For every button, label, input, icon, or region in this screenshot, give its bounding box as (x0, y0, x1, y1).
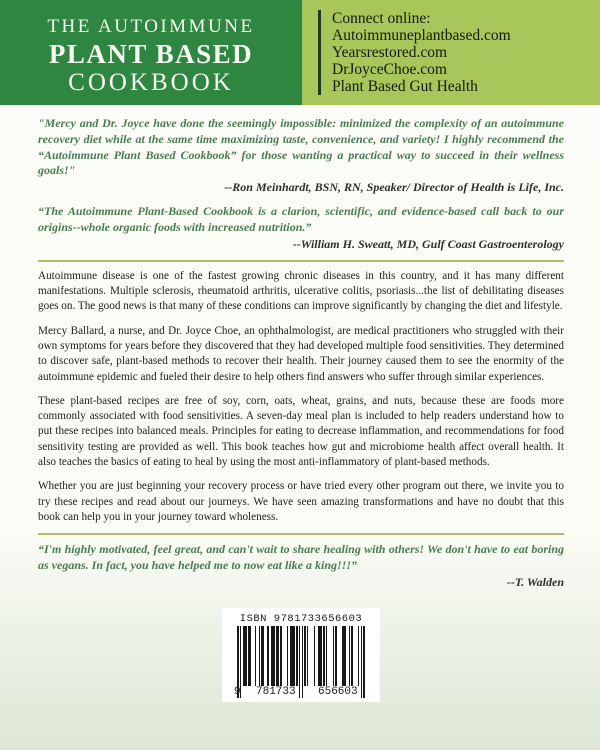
barcode-digits-left: 781733 (256, 685, 296, 698)
testimonial-attribution-3: --T. Walden (506, 574, 564, 589)
connect-website-3: DrJoyceChoe.com (332, 61, 447, 78)
testimonial-quote-1: "Mercy and Dr. Joyce have done the seemingly impossible: minimized the complexity of an autoimmune recovery diet while at the same time maximizing taste, convenience, and variety! I highly recommend the “Autoimmune Plant Based Cookbook” for those wanting a practical way to succeed in their wellness goals!" (38, 116, 564, 178)
separator-rule-bottom (38, 533, 564, 535)
barcode-digit-first: 9 (234, 685, 241, 698)
testimonial-quote-2: “The Autoimmune Plant-Based Cookbook is a clarion, scientific, and evidence-based call back to our origins--whole organic foods with increased nutrition.” (38, 204, 564, 234)
isbn-label: ISBN 9781733656603 (239, 612, 363, 625)
connect-heading: Connect online: (332, 10, 431, 27)
title-line-2: PLANT BASED (48, 38, 254, 69)
connect-website-1: Autoimmuneplantbased.com (332, 27, 511, 44)
barcode-digits-right: 656603 (318, 685, 358, 698)
back-cover-text (0, 105, 600, 702)
title-line-3: COOKBOOK (68, 69, 234, 97)
separator-rule-top (38, 260, 564, 262)
testimonial-attribution-2: --William H. Sweatt, MD, Gulf Coast Gastroenterology (292, 236, 564, 251)
body-paragraph-3: These plant-based recipes are free of soy, corn, oats, wheat, grains, and nuts, because these are foods more commonly associated with food sensitivities. A seven-day meal plan is included to help readers understand how to put these recipes into balanced meals. Principles for eating to decrease inflammation, and recommendations for food sensitivity testing are provided as well. This book teaches how gut and microbiome health affect overall health. It also teaches the basics of eating to heal by using the most anti-inflammatory of plant-based methods. (38, 394, 564, 469)
isbn-barcode (222, 608, 380, 702)
testimonial-quote-3: “I'm highly motivated, feel great, and can't wait to share healing with others! We don't have to eat boring as vegans. In fact, you have helped me to now eat like a king!!!” (38, 542, 564, 573)
connect-online-list (318, 10, 600, 95)
connect-website-2: Yearsrestored.com (332, 44, 448, 61)
connect-online-box (302, 0, 600, 105)
title-box (0, 0, 302, 105)
title-line-1: THE AUTOIMMUNE (47, 16, 255, 37)
body-paragraph-4: Whether you are just beginning your recovery process or have tried every other program out there, we invite you to try these recipes and read about our journeys. We have seen amazing transformations and have no doubt that this book can help you in your journey toward wholeness. (38, 480, 564, 523)
barcode-area (38, 608, 564, 702)
body-paragraph-2: Mercy Ballard, a nurse, and Dr. Joyce Choe, an ophthalmologist, are medical practitioners who struggled with their own symptoms for years before they discovered that they had developed multiple food sensitivities. They determined to discover safe, plant-based methods to recover their health. Their journey caused them to see the enormity of the autoimmune epidemic and fueled their desire to help others find answers who suffer through similar experiences. (38, 324, 564, 383)
body-paragraph-1: Autoimmune disease is one of the fastest growing chronic diseases in this country, and it has many different manifestations. Multiple sclerosis, rheumatoid arthritis, ulcerative colitis, psoriasis...the list of debilitating diseases goes on. The good news is that many of these conditions can improve significantly by changing the diet and lifestyle. (38, 269, 564, 313)
header-band (0, 0, 600, 105)
testimonial-attribution-1: --Ron Meinhardt, BSN, RN, Speaker/ Director of Health is Life, Inc. (224, 180, 564, 195)
connect-line-gut-health: Plant Based Gut Health (332, 78, 478, 95)
barcode-digits (232, 686, 370, 699)
